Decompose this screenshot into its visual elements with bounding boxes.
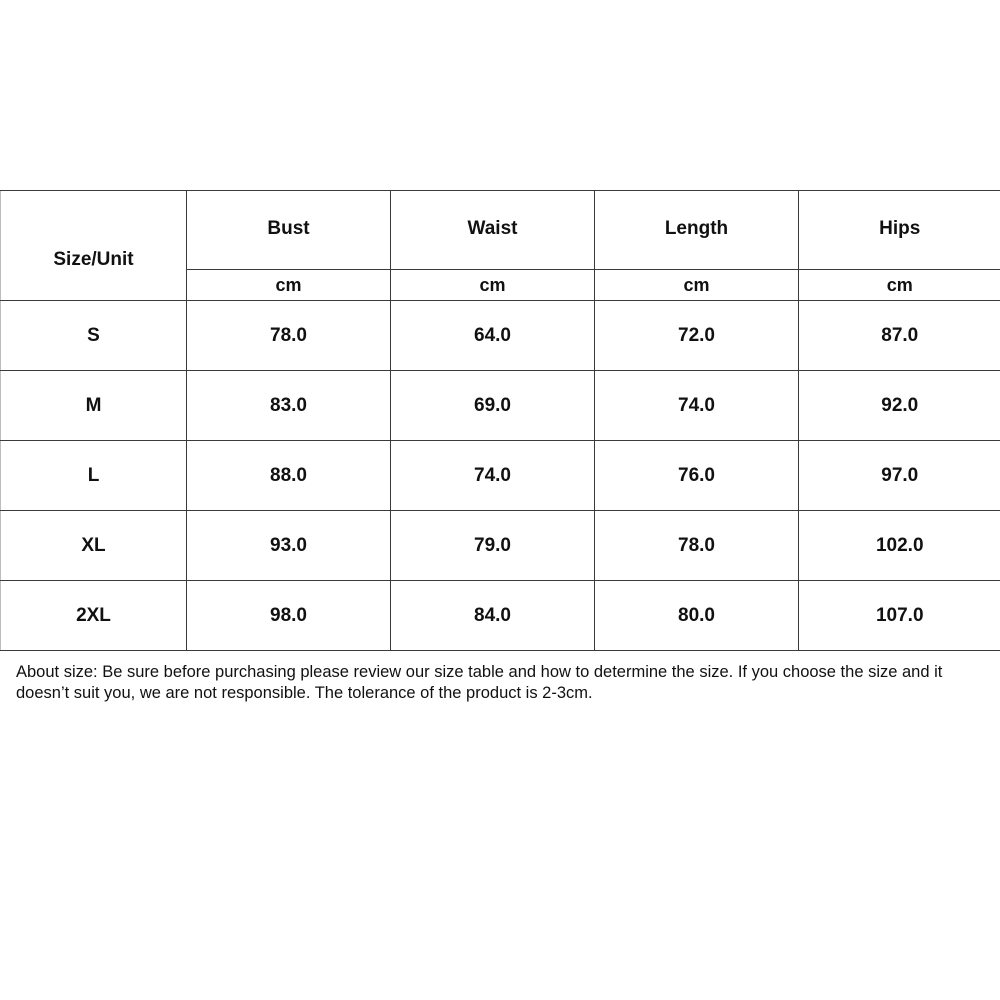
column-header-waist: Waist <box>391 191 595 270</box>
unit-cell-bust: cm <box>187 270 391 301</box>
column-header-bust: Bust <box>187 191 391 270</box>
column-header-length: Length <box>595 191 799 270</box>
waist-value: 79.0 <box>391 511 595 581</box>
unit-cell-waist: cm <box>391 270 595 301</box>
waist-value: 69.0 <box>391 371 595 441</box>
size-label: M <box>1 371 187 441</box>
bust-value: 78.0 <box>187 301 391 371</box>
length-value: 76.0 <box>595 441 799 511</box>
size-label: 2XL <box>1 581 187 651</box>
bust-value: 98.0 <box>187 581 391 651</box>
table-row <box>1 441 1000 511</box>
bust-value: 93.0 <box>187 511 391 581</box>
column-header-hips: Hips <box>799 191 1000 270</box>
header-row <box>1 191 1000 270</box>
table-row <box>1 371 1000 441</box>
size-chart-table <box>0 190 1000 651</box>
hips-value: 87.0 <box>799 301 1000 371</box>
size-label: XL <box>1 511 187 581</box>
length-value: 74.0 <box>595 371 799 441</box>
table-row <box>1 511 1000 581</box>
waist-value: 64.0 <box>391 301 595 371</box>
size-label: S <box>1 301 187 371</box>
size-unit-header: Size/Unit <box>1 191 187 301</box>
bust-value: 83.0 <box>187 371 391 441</box>
length-value: 80.0 <box>595 581 799 651</box>
table-row <box>1 581 1000 651</box>
unit-cell-length: cm <box>595 270 799 301</box>
bust-value: 88.0 <box>187 441 391 511</box>
hips-value: 92.0 <box>799 371 1000 441</box>
hips-value: 102.0 <box>799 511 1000 581</box>
size-label: L <box>1 441 187 511</box>
waist-value: 84.0 <box>391 581 595 651</box>
unit-cell-hips: cm <box>799 270 1000 301</box>
size-disclaimer-note: About size: Be sure before purchasing please review our size table and how to determine the size. If you choose the size and it doesn’t suit you, we are not responsible. The tolerance of the product is 2-3cm. <box>16 663 943 702</box>
length-value: 78.0 <box>595 511 799 581</box>
hips-value: 97.0 <box>799 441 1000 511</box>
hips-value: 107.0 <box>799 581 1000 651</box>
length-value: 72.0 <box>595 301 799 371</box>
table-row <box>1 301 1000 371</box>
waist-value: 74.0 <box>391 441 595 511</box>
